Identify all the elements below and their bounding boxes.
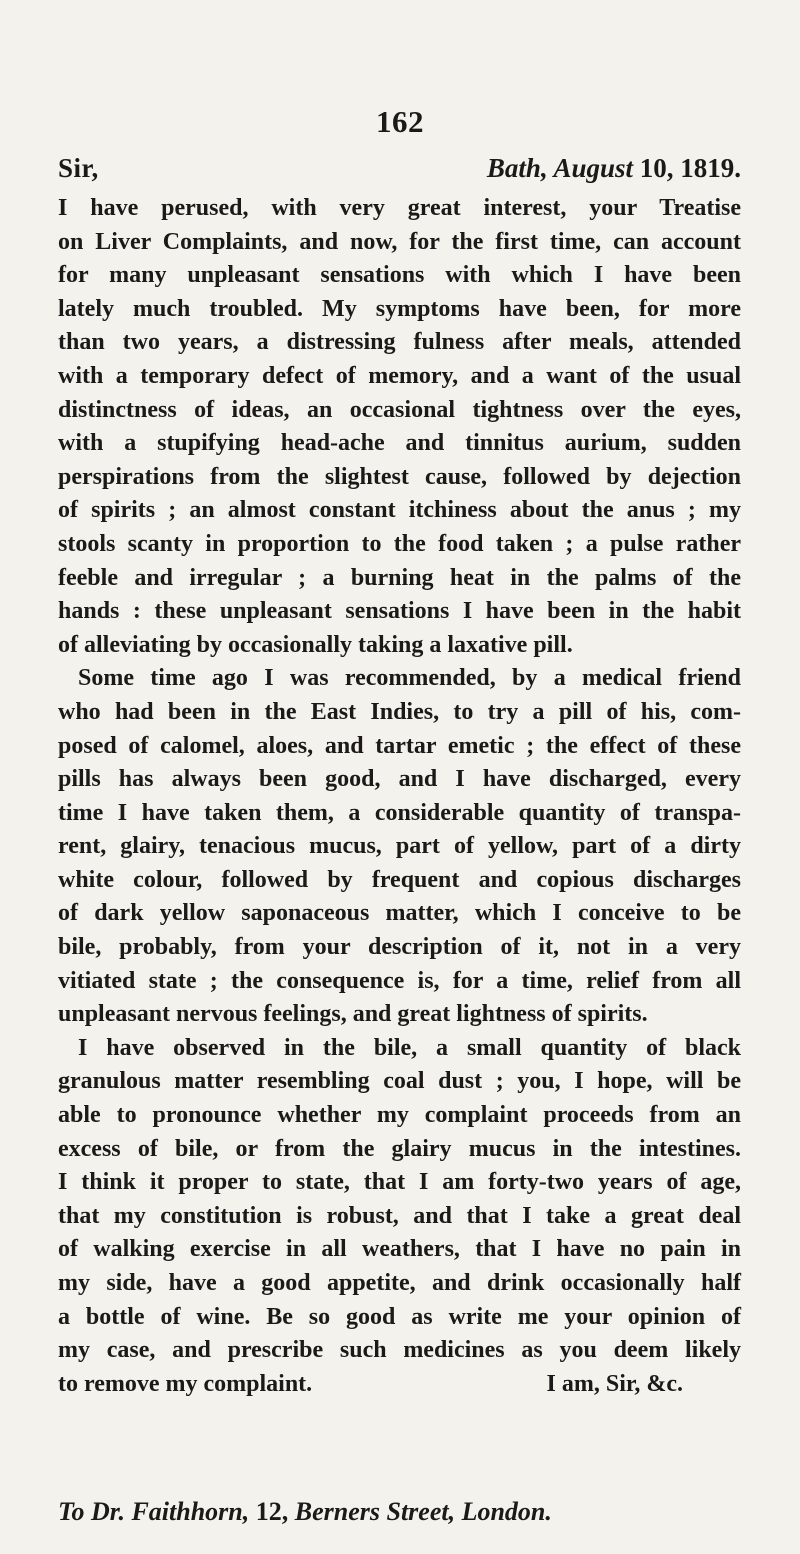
text-line: I have perused, with very great interest, your Treatise [58,195,741,221]
text-line: of walking exercise in all weathers, that I have no pain in [58,1236,741,1263]
dateline [487,153,741,184]
text-line: granulous matter resembling coal dust ; you, I hope, will be [58,1068,741,1095]
text-line: with a stupifying head-ache and tinnitus aurium, sudden [58,430,741,457]
text-line: distinctness of ideas, an occasional tightness over the eyes, [58,396,741,423]
address-number: 12, [249,1497,295,1526]
text-line: a bottle of wine. Be so good as write me your opinion of [58,1303,741,1330]
text-line: my case, and prescribe such medicines as you deem likely [58,1337,741,1364]
closing-line-text: to remove my complaint. [58,1370,313,1397]
text-line: with a temporary defect of memory, and a want of the usual [58,362,741,389]
text-line: of dark yellow saponaceous matter, which I conceive to be [58,900,741,927]
text-line: I think it proper to state, that I am forty-two years of age, [58,1169,741,1196]
text-line: for many unpleasant sensations with which I have been [58,262,741,289]
salutation: Sir, [58,153,99,183]
text-line: unpleasant nervous feelings, and great lightness of spirits. [58,1001,648,1028]
text-line: time I have taken them, a considerable quantity of transpa- [58,799,741,826]
closing-formula: I am, Sir, &c. [546,1370,683,1397]
text-line: excess of bile, or from the glairy mucus in the intestines. [58,1135,741,1162]
dateline-place: Bath, August [486,153,633,183]
text-line: bile, probably, from your description of it, not in a very [58,934,741,961]
text-line: my side, have a good appetite, and drink occasionally half [58,1270,741,1296]
address-recipient: To Dr. Faithhorn, [58,1497,250,1526]
text-line: that my constitution is robust, and that I take a great deal [58,1202,741,1229]
text-line: feeble and irregular ; a burning heat in the palms of the [58,564,741,591]
text-line: rent, glairy, tenacious mucus, part of yellow, part of a dirty [58,833,741,860]
recipient-address [58,1497,741,1527]
text-line: hands : these unpleasant sensations I have been in the habit [58,598,741,625]
text-line: able to pronounce whether my complaint proceeds from an [58,1102,741,1129]
text-line: I have observed in the bile, a small quantity of black [78,1034,741,1061]
dateline-date: 10, 1819. [633,153,741,183]
text-line: of spirits ; an almost constant itchiness about the anus ; my [58,497,741,524]
text-line: white colour, followed by frequent and copious discharges [58,866,741,893]
letter-body [58,192,741,1401]
address-street: Berners Street, London. [294,1497,552,1526]
letter-header [58,153,741,193]
text-line: Some time ago I was recommended, by a medical friend [78,665,741,692]
text-line: vitiated state ; the consequence is, for a time, relief from all [58,967,741,994]
text-line: who had been in the East Indies, to try a pill of his, com- [58,698,741,725]
text-line: pills has always been good, and I have discharged, every [58,766,741,793]
text-line: perspirations from the slightest cause, followed by dejection [58,463,741,490]
text-line: of alleviating by occasionally taking a laxative pill. [58,631,573,658]
text-line: lately much troubled. My symptoms have been, for more [58,295,741,322]
text-line: than two years, a distressing fulness after meals, attended [58,329,741,356]
text-line: on Liver Complaints, and now, for the first time, can account [58,228,741,255]
text-line: stools scanty in proportion to the food taken ; a pulse rather [58,530,741,557]
text-line: posed of calomel, aloes, and tartar emetic ; the effect of these [58,732,741,759]
closing-line [58,1368,741,1402]
page-number: 162 [376,104,424,139]
